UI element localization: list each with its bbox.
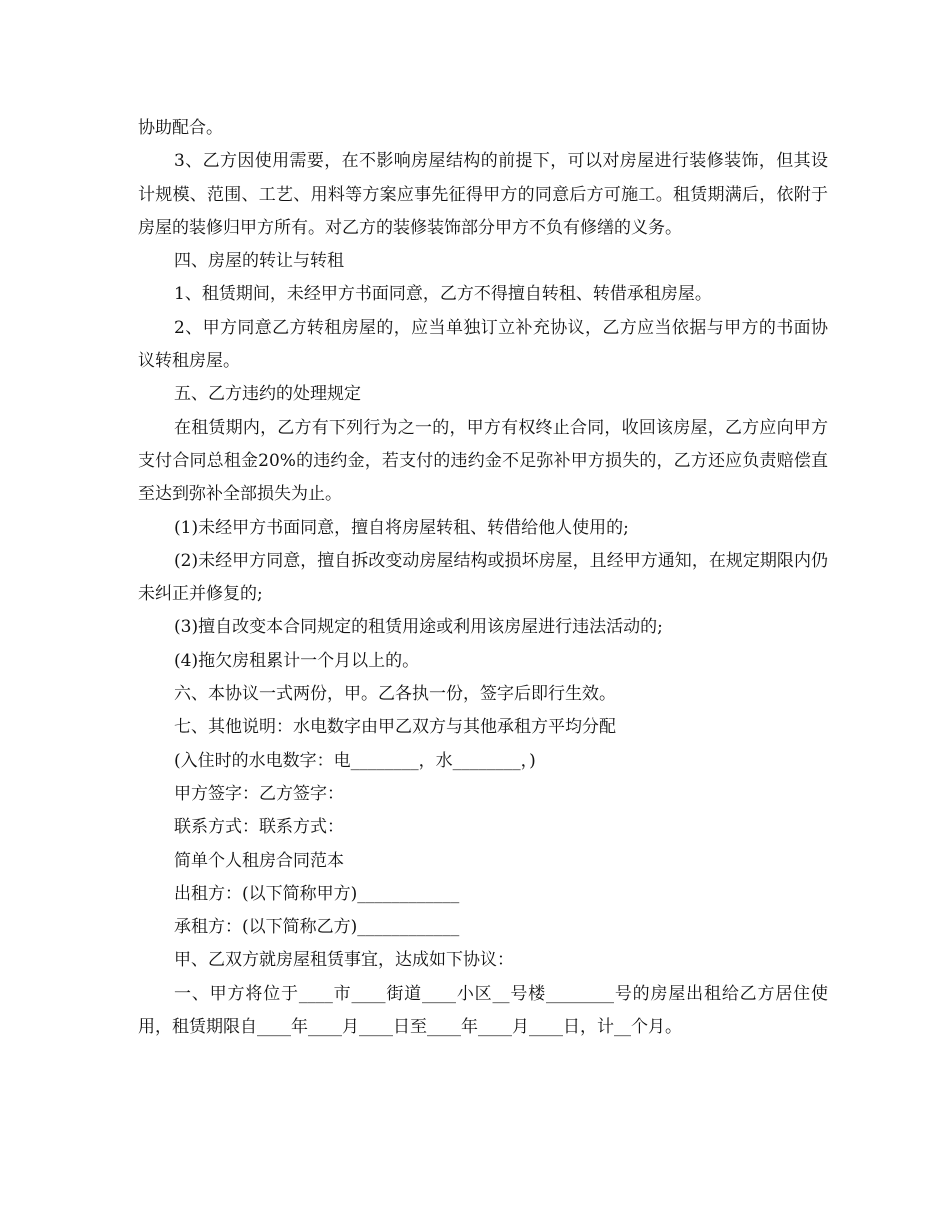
paragraph-clause-4-1: 1、租赁期间，未经甲方书面同意，乙方不得擅自转租、转借承租房屋。 xyxy=(174,284,712,305)
section-heading-5: 五、乙方违约的处理规定 xyxy=(174,384,361,405)
paragraph-breach-terms: 在租赁期内，乙方有下列行为之一的，甲方有权终止合同，收回该房屋，乙方应向甲方支付合同总租金20%的违约金，若支付的违约金不足弥补甲方损失的，乙方还应负责赔偿直至达到弥补全部损失为止。 xyxy=(138,417,828,505)
paragraph-breach-item-3: (3)擅自改变本合同规定的租赁用途或利用该房屋进行违法活动的; xyxy=(174,617,663,638)
contract-title: 简单个人租房合同范本 xyxy=(174,850,344,871)
utility-reading-line: (入住时的水电数字：电________，水________，) xyxy=(174,750,536,771)
section-heading-7: 七、其他说明：水电数字由甲乙双方与其他承租方平均分配 xyxy=(174,717,616,738)
lessee-line: 承租方：(以下简称乙方)____________ xyxy=(174,917,460,938)
agreement-intro: 甲、乙双方就房屋租赁事宜，达成如下协议： xyxy=(174,950,514,971)
section-heading-4: 四、房屋的转让与转租 xyxy=(174,251,344,272)
paragraph-clause-1: 一、甲方将位于____市____街道____小区__号楼________号的房屋出租给乙方居住使用，租赁期限自____年____月____日至____年____月____日，计__个月。 xyxy=(138,983,828,1038)
paragraph-continuation: 协助配合。 xyxy=(138,118,223,138)
signature-line: 甲方签字：乙方签字： xyxy=(174,783,344,804)
paragraph-clause-4-2: 2、甲方同意乙方转租房屋的，应当单独订立补充协议，乙方应当依据与甲方的书面协议转租房屋。 xyxy=(138,317,828,372)
paragraph-breach-item-4: (4)拖欠房租累计一个月以上的。 xyxy=(174,650,420,671)
contact-line: 联系方式：联系方式： xyxy=(174,817,344,838)
paragraph-breach-item-2: (2)未经甲方同意，擅自拆改变动房屋结构或损坏房屋，且经甲方通知，在规定期限内仍未纠正并修复的; xyxy=(138,550,828,605)
lessor-line: 出租方：(以下简称甲方)____________ xyxy=(174,883,460,904)
paragraph-breach-item-1: (1)未经甲方书面同意，擅自将房屋转租、转借给他人使用的; xyxy=(174,517,629,538)
document-body xyxy=(138,112,828,1044)
section-heading-6: 六、本协议一式两份，甲。乙各执一份，签字后即行生效。 xyxy=(174,684,616,705)
paragraph-clause-3: 3、乙方因使用需要，在不影响房屋结构的前提下，可以对房屋进行装修装饰，但其设计规模、范围、工艺、用料等方案应事先征得甲方的同意后方可施工。租赁期满后，依附于房屋的装修归甲方所有。对乙方的装修装饰部分甲方不负有修缮的义务。 xyxy=(138,151,828,238)
